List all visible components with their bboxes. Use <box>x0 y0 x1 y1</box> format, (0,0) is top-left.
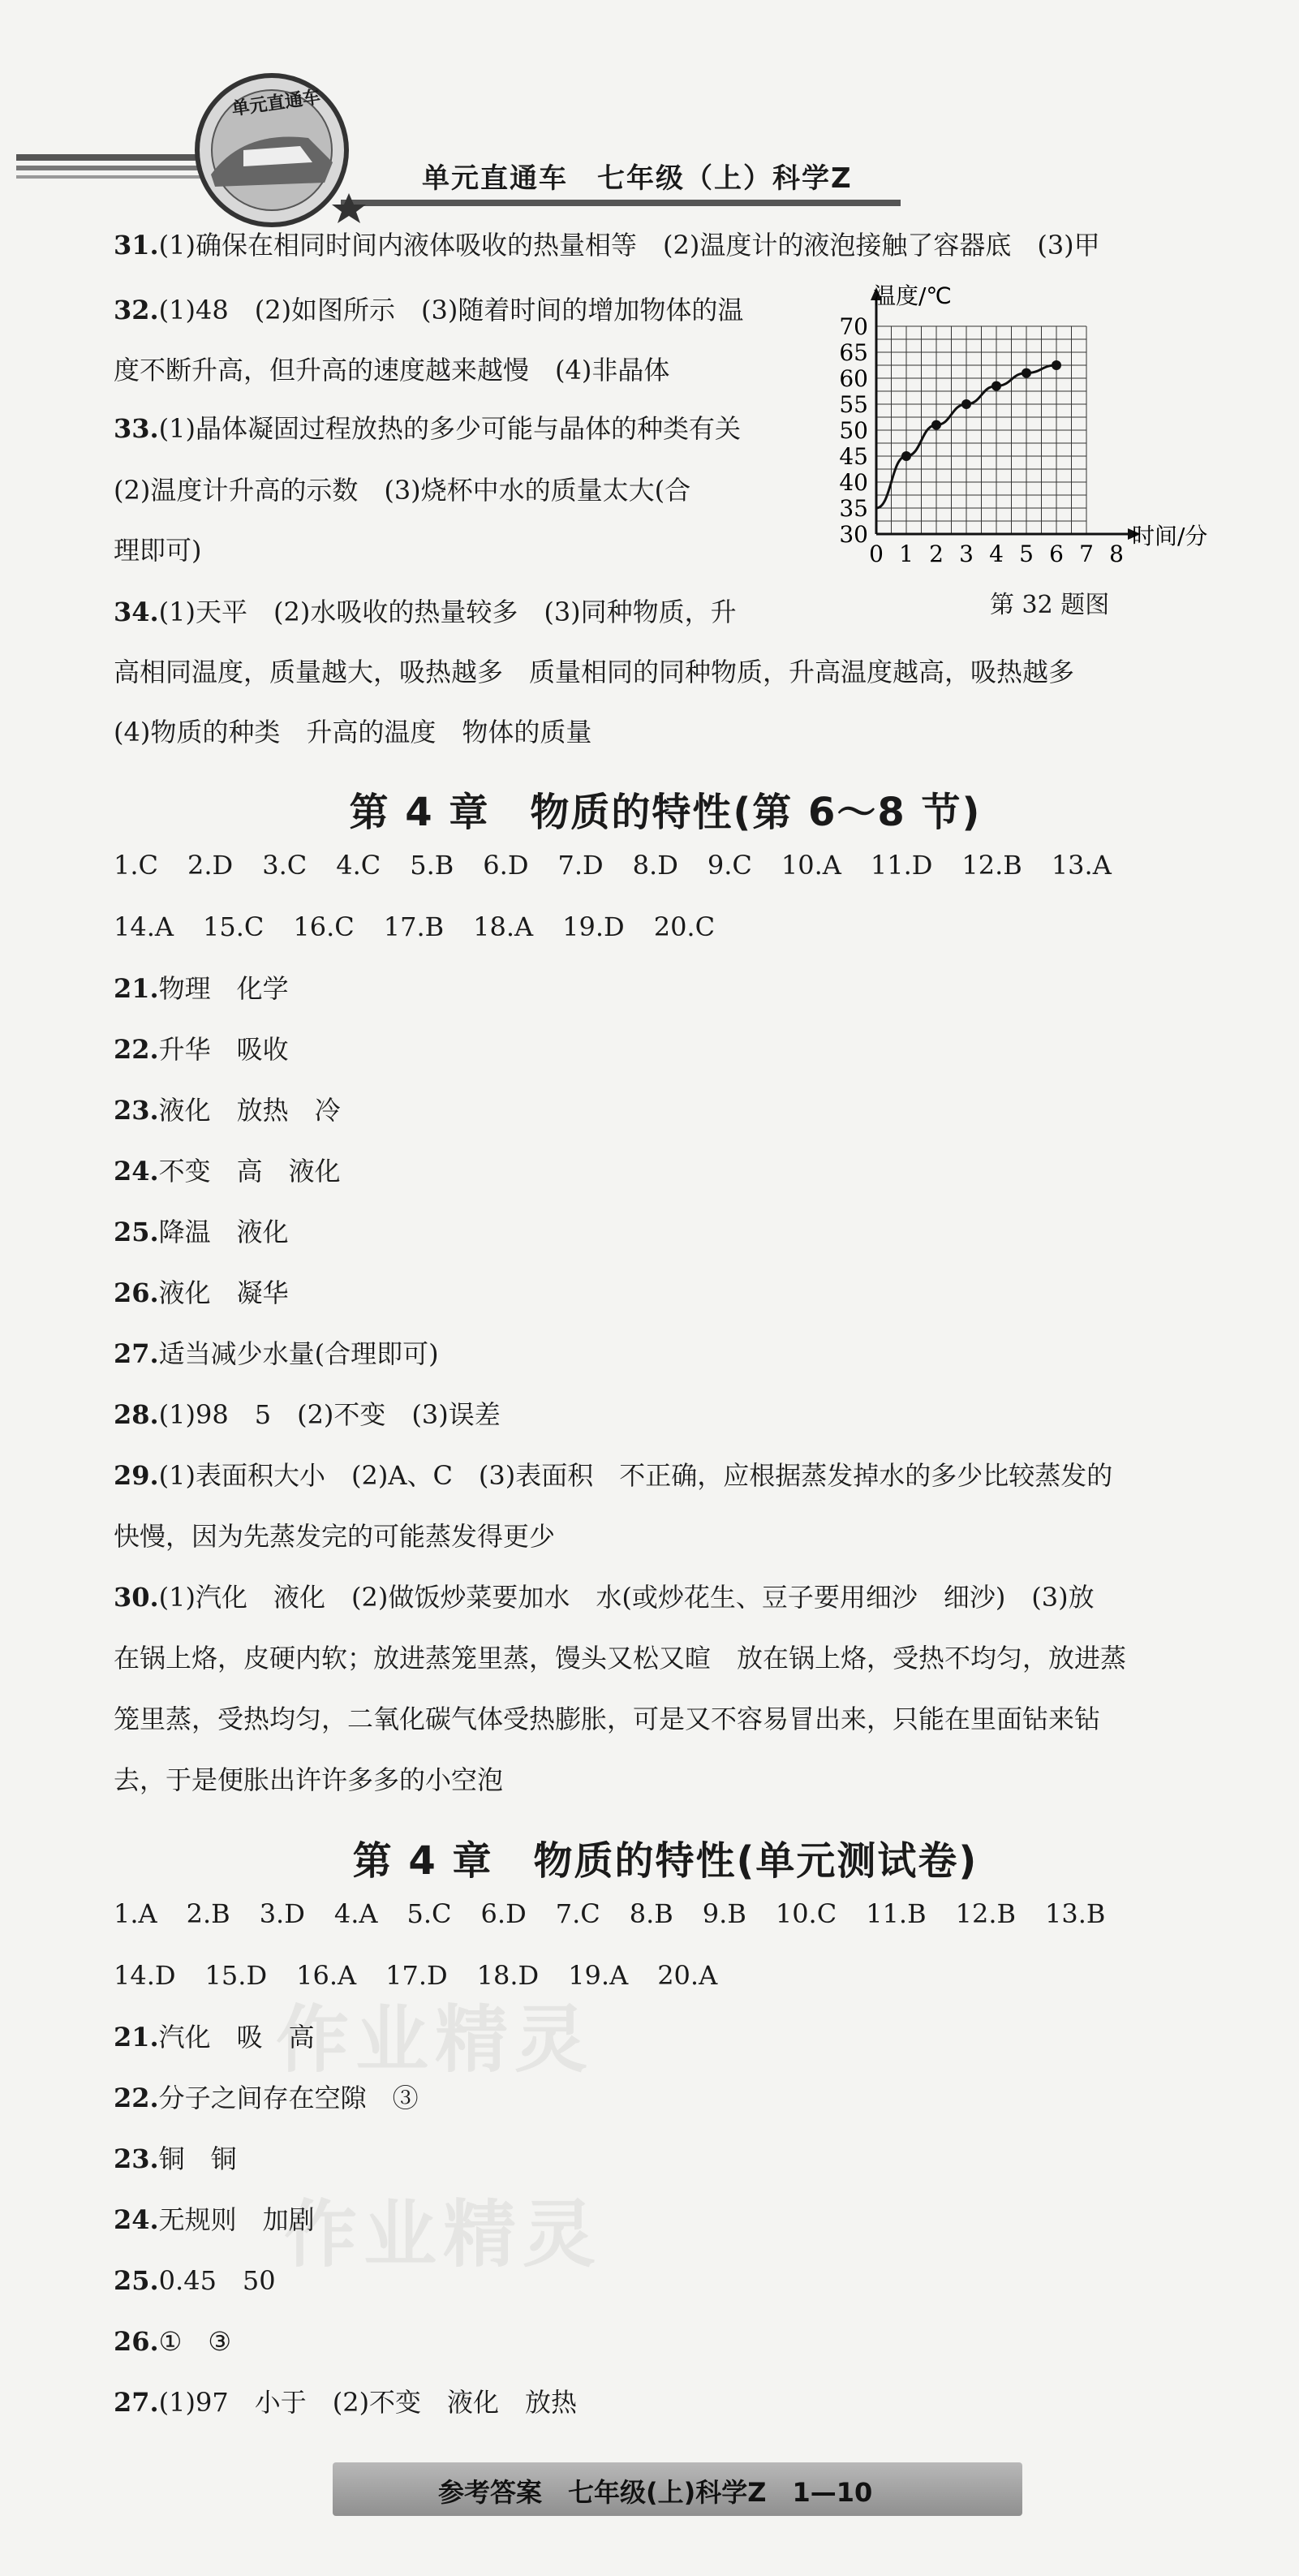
mc-answer: 1.C <box>114 850 159 881</box>
mc-answer: 11.D <box>870 850 933 881</box>
data-point <box>991 381 1001 391</box>
x-tick-label: 8 <box>1109 541 1124 567</box>
answer-line: 25.0.45 50 <box>114 2265 276 2296</box>
y-tick-label: 65 <box>839 339 868 366</box>
data-point <box>1052 360 1061 370</box>
mc-answer: 8.B <box>629 1898 673 1929</box>
mc-answer: 5.C <box>406 1898 452 1929</box>
mc-answer: 5.B <box>410 850 454 881</box>
mc-row <box>114 911 744 943</box>
answer-line: 30.(1)汽化 液化 (2)做饭炒菜要加水 水(或炒花生、豆子要用细沙 细沙) (3)放 <box>114 1582 1095 1613</box>
answer-line: 22.分子之间存在空隙 ③ <box>114 2083 419 2113</box>
data-point <box>931 420 941 430</box>
mc-answer: 18.D <box>476 1960 540 1991</box>
mc-answer: 14.D <box>114 1960 176 1991</box>
mc-answer: 16.A <box>296 1960 357 1991</box>
y-tick-label: 60 <box>839 365 868 392</box>
answer-line: 23.铜 铜 <box>114 2143 237 2174</box>
mc-answer: 8.D <box>632 850 678 881</box>
mc-answer: 9.C <box>707 850 752 881</box>
mc-answer: 13.B <box>1045 1898 1106 1929</box>
mc-row <box>114 849 1141 881</box>
chart-grid <box>876 326 1086 534</box>
answer-line: 23.液化 放热 冷 <box>114 1095 341 1126</box>
data-point <box>901 451 911 461</box>
mc-answer: 19.A <box>568 1960 629 1991</box>
y-tick-label: 55 <box>839 391 868 418</box>
answer-line: 27.(1)97 小于 (2)不变 液化 放热 <box>114 2387 578 2418</box>
mc-answer: 11.B <box>866 1898 927 1929</box>
page-footer <box>333 2462 1022 2516</box>
mc-row <box>114 1898 1134 1930</box>
y-tick-label: 50 <box>839 417 868 444</box>
answer-line: 21.物理 化学 <box>114 973 289 1004</box>
x-tick-label: 0 <box>869 541 884 567</box>
answer-line: 笼里蒸，受热均匀，二氧化碳气体受热膨胀，可是又不容易冒出来，只能在里面钻来钻 <box>114 1704 1101 1734</box>
mc-answer: 17.D <box>385 1960 448 1991</box>
mc-answer: 2.D <box>187 850 234 881</box>
x-tick-label: 7 <box>1079 541 1094 567</box>
mc-answer: 4.A <box>333 1898 378 1929</box>
mc-answer: 7.D <box>557 850 604 881</box>
x-tick-label: 6 <box>1049 541 1064 567</box>
y-axis-label: 温度/℃ <box>873 282 952 309</box>
mc-answer: 1.A <box>114 1898 157 1929</box>
x-tick-label: 1 <box>899 541 914 567</box>
answer-line: (4)物质的种类 升高的温度 物体的质量 <box>114 717 592 747</box>
mc-answer: 6.D <box>483 850 529 881</box>
answer-line: 25.降温 液化 <box>114 1217 289 1247</box>
answer-line: 26.液化 凝华 <box>114 1277 289 1308</box>
chart-caption: 第 32 题图 <box>990 591 1110 619</box>
answer-line: 去，于是便胀出许许多多的小空泡 <box>114 1764 504 1795</box>
answer-line: 28.(1)98 5 (2)不变 (3)误差 <box>114 1399 501 1430</box>
x-tick-label: 5 <box>1019 541 1034 567</box>
header-title: 单元直通车 七年级（上）科学Z <box>422 162 853 195</box>
mc-answer: 13.A <box>1051 850 1112 881</box>
answer-line: 32.(1)48 (2)如图所示 (3)随着时间的增加物体的温 <box>114 295 744 325</box>
logo-text: 单元直通车 <box>230 86 322 120</box>
answer-line: (2)温度计升高的示数 (3)烧杯中水的质量太大(合 <box>114 475 691 506</box>
mc-answer: 16.C <box>293 911 355 942</box>
x-axis-label: 时间/分 <box>1132 523 1208 549</box>
mc-answer: 10.A <box>781 850 841 881</box>
watermark: 作业精灵 <box>284 2192 602 2277</box>
mc-answer: 9.B <box>702 1898 746 1929</box>
y-tick-label: 70 <box>839 313 868 340</box>
mc-answer: 20.A <box>657 1960 718 1991</box>
mc-answer: 12.B <box>961 850 1022 881</box>
data-point <box>1022 368 1031 378</box>
answer-line: 29.(1)表面积大小 (2)A、C (3)表面积 不正确，应根据蒸发掉水的多少比较蒸发的 <box>114 1460 1113 1491</box>
y-tick-label: 30 <box>839 521 868 548</box>
mc-answer: 18.A <box>473 911 534 942</box>
mc-answer: 19.D <box>562 911 625 942</box>
answer-line: 34.(1)天平 (2)水吸收的热量较多 (3)同种物质，升 <box>114 597 737 627</box>
data-point <box>961 399 971 409</box>
section-2-title: 第 4 章 物质的特性(第 6～8 节) <box>349 790 982 835</box>
mc-answer: 7.C <box>555 1898 600 1929</box>
answer-line: 在锅上烙，皮硬内软；放进蒸笼里蒸，馒头又松又暄 放在锅上烙，受热不均匀，放进蒸 <box>114 1643 1127 1674</box>
mc-answer: 4.C <box>336 850 381 881</box>
answer-line: 27.适当减少水量(合理即可) <box>114 1338 439 1369</box>
mc-answer: 3.D <box>259 1898 305 1929</box>
mc-answer: 15.C <box>203 911 265 942</box>
mc-answer: 3.C <box>262 850 308 881</box>
mc-answer: 15.D <box>204 1960 268 1991</box>
answer-line: 31.(1)确保在相同时间内液体吸收的热量相等 (2)温度计的液泡接触了容器底 (3)甲 <box>114 230 1100 261</box>
answer-line: 22.升华 吸收 <box>114 1034 289 1065</box>
mc-answer: 2.B <box>186 1898 230 1929</box>
mc-answer: 17.B <box>383 911 445 942</box>
watermark: 作业精灵 <box>276 1997 594 2083</box>
answer-line: 快慢，因为先蒸发完的可能蒸发得更少 <box>114 1521 556 1552</box>
answer-line: 24.无规则 加剧 <box>114 2204 315 2235</box>
mc-answer: 6.D <box>480 1898 527 1929</box>
page-header <box>0 0 1299 227</box>
x-tick-label: 2 <box>929 541 944 567</box>
answer-line: 21.汽化 吸 高 <box>114 2022 315 2053</box>
x-tick-label: 3 <box>959 541 974 567</box>
y-tick-label: 40 <box>839 469 868 496</box>
mc-answer: 14.A <box>114 911 174 942</box>
answer-line: 理即可) <box>114 535 202 566</box>
x-tick-label: 4 <box>989 541 1004 567</box>
y-tick-label: 45 <box>839 443 868 470</box>
answer-line: 33.(1)晶体凝固过程放热的多少可能与晶体的种类有关 <box>114 413 742 444</box>
section-3-title: 第 4 章 物质的特性(单元测试卷) <box>352 1838 979 1884</box>
mc-answer: 20.C <box>653 911 716 942</box>
star-icon <box>332 193 366 223</box>
footer-text: 参考答案 七年级(上)科学Z 1—10 <box>438 2477 873 2508</box>
mc-answer: 10.C <box>775 1898 837 1929</box>
answer-line: 度不断升高，但升高的速度越来越慢 (4)非晶体 <box>114 355 670 386</box>
answer-line: 24.不变 高 液化 <box>114 1156 341 1187</box>
answer-line: 26.① ③ <box>114 2326 232 2357</box>
mc-answer: 12.B <box>955 1898 1017 1929</box>
y-tick-label: 35 <box>839 495 868 522</box>
answer-line: 高相同温度，质量越大，吸热越多 质量相同的同种物质，升高温度越高，吸热越多 <box>114 657 1075 687</box>
chart-axes <box>871 287 1141 540</box>
